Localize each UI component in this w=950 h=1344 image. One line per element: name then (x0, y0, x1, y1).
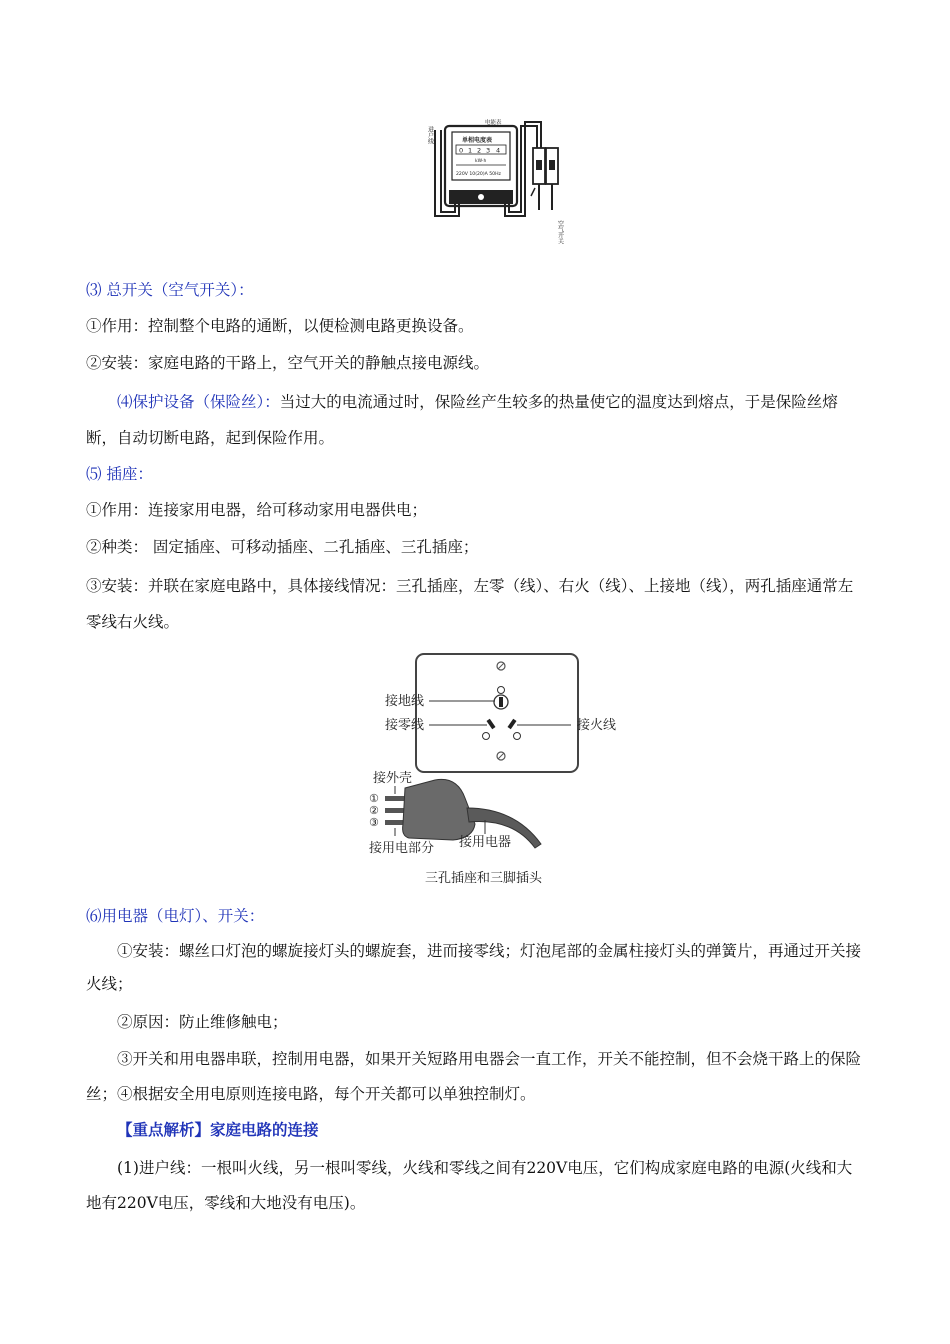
meter-title: 电能表 (485, 120, 502, 126)
section6-item-1: ①安装：螺丝口灯泡的螺旋接灯头的螺旋套，进而接零线；灯泡尾部的金属柱接灯头的弹簧片，再通过开关接火线； (86, 942, 862, 993)
incoming-wire-label: 进户线 (426, 126, 434, 144)
air-switch-label: 空气开关 (556, 220, 564, 244)
meter-digit: 4 (496, 146, 501, 155)
meter-rating: 220V 10(20)A 50Hz (456, 172, 501, 177)
section3-item-1: ①作用：控制整个电路的通断，以便检测电路更换设备。 (86, 317, 474, 335)
section3-item-2: ②安装：家庭电路的干路上，空气开关的静触点接电源线。 (86, 354, 490, 372)
section6-heading: ⑹用电器（电灯）、开关： (86, 907, 265, 925)
live-wire-label: 接火线 (577, 718, 617, 733)
key-analysis-heading: 【重点解析】家庭电路的连接 (117, 1120, 319, 1139)
meter-digit: 3 (486, 146, 491, 155)
section6-item-2: ②原因：防止维修触电； (117, 1013, 288, 1031)
section3-heading: ⑶ 总开关（空气开关）： (86, 281, 254, 299)
key-analysis-text: (1)进户线：一根叫火线，另一根叫零线，火线和零线之间有220V电压，它们构成家庭电路的电源(火线和大地有220V电压，零线和大地没有电压)。 (86, 1159, 853, 1212)
section4-paragraph (86, 384, 866, 456)
section4-heading: ⑷保护设备（保险丝）： (117, 393, 280, 411)
meter-digit: 0 (459, 146, 464, 155)
meter-name: 单相电度表 (462, 137, 493, 144)
meter-logo (478, 194, 484, 200)
socket-plug-figure (365, 648, 630, 888)
pin-number: ② (369, 804, 379, 817)
appliance-label: 接用电器 (459, 835, 512, 850)
pin-number: ① (369, 792, 379, 805)
section5-item-1: ①作用：连接家用电器，给可移动家用电器供电； (86, 501, 428, 519)
section5-item-2: ②种类： 固定插座、可移动插座、二孔插座、三孔插座； (86, 538, 479, 556)
meter-figure (425, 112, 570, 257)
section5-heading: ⑸ 插座： (86, 465, 153, 483)
section4-text: 当过大的电流通过时，保险丝产生较多的热量使它的温度达到熔点，于是保险丝熔断，自动切断电路，起到保险作用。 (86, 393, 838, 447)
electric-part-label: 接用电部分 (369, 841, 435, 856)
figure-caption: 三孔插座和三脚插头 (425, 871, 543, 886)
meter-digit: 1 (468, 146, 473, 155)
section5-item-3: ③安装：并联在家庭电路中，具体接线情况：三孔插座，左零（线）、右火（线）、上接地（线），两孔插座通常左零线右火线。 (86, 577, 854, 631)
ground-wire-label: 接地线 (385, 694, 425, 709)
meter-digit: 2 (477, 146, 482, 155)
plug-body (403, 779, 475, 840)
meter-unit: kW·h (475, 159, 487, 164)
pin-number: ③ (369, 816, 379, 829)
shell-label: 接外壳 (373, 771, 413, 786)
section6-item-3: ③开关和用电器串联，控制用电器，如果开关短路用电器会一直工作，开关不能控制，但不会烧干路上的保险丝；④根据安全用电原则连接电路，每个开关都可以单独控制灯。 (86, 1050, 862, 1103)
neutral-wire-label: 接零线 (385, 718, 425, 733)
